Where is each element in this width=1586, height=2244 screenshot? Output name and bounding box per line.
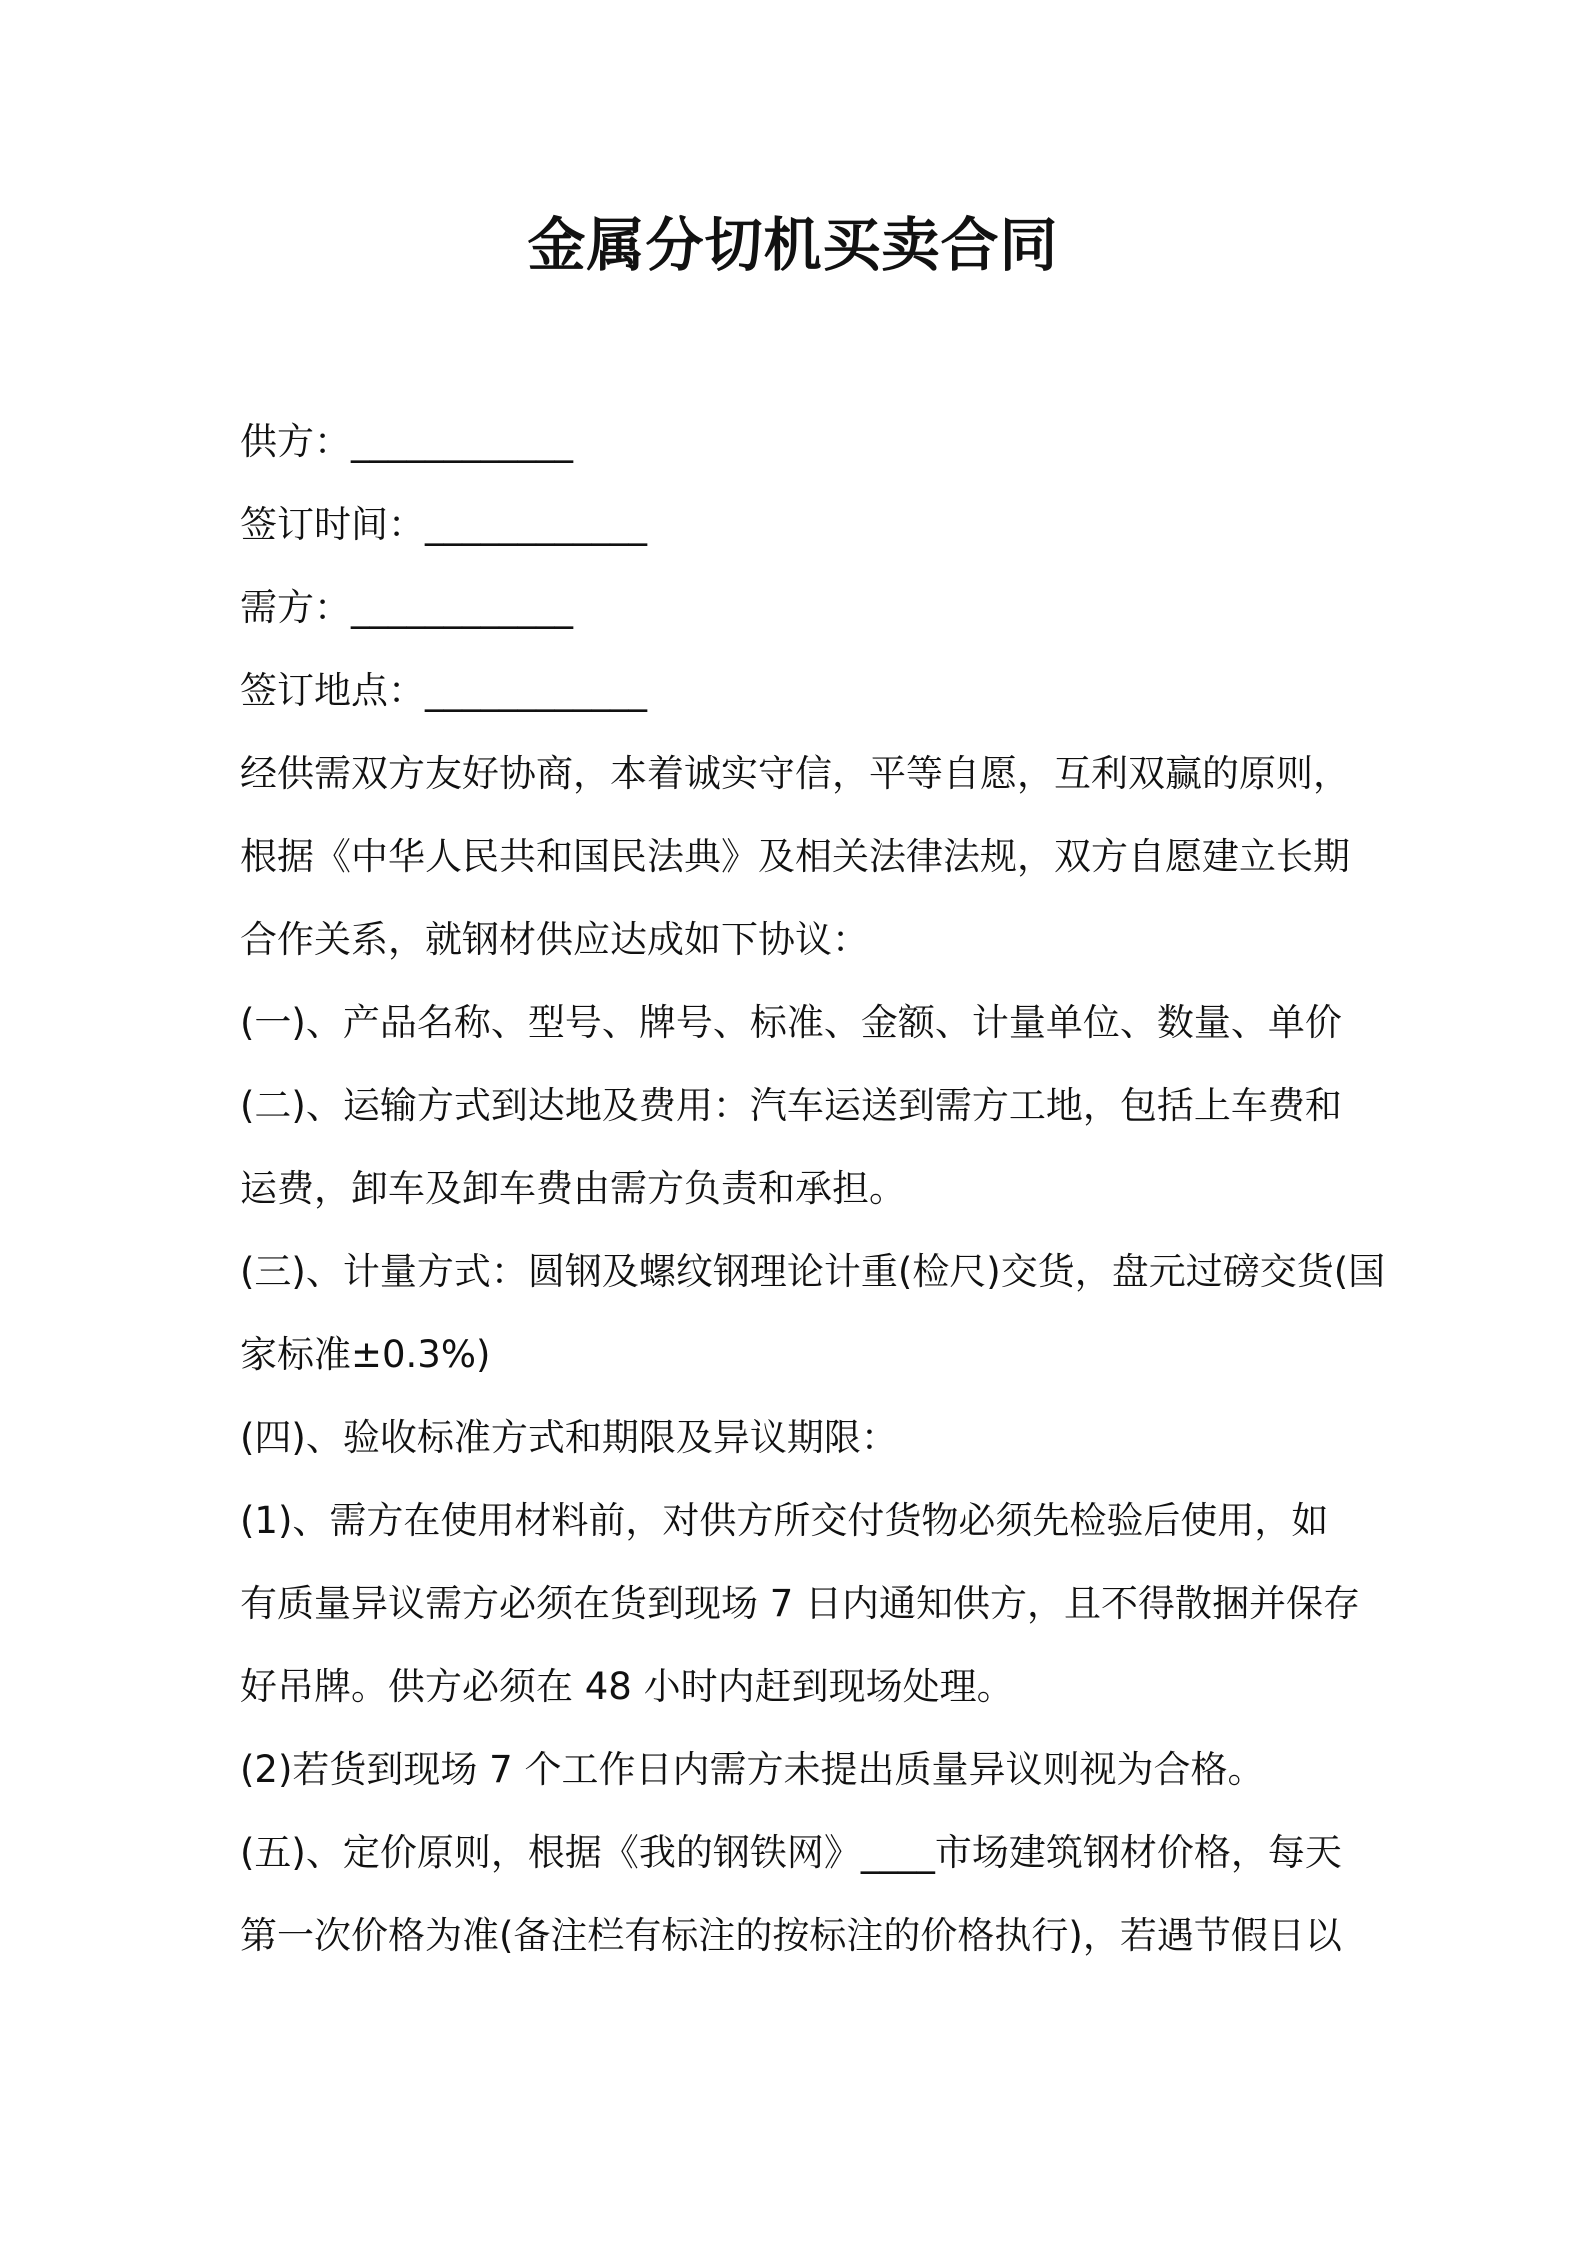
body-line: 好吊牌。供方必须在 48 小时内赶到现场处理。: [240, 1665, 1014, 1708]
document-body: [240, 400, 1386, 1977]
body-line: 第一次价格为准(备注栏有标注的按标注的价格执行)，若遇节假日以: [240, 1914, 1342, 1957]
signing-time-line: 签订时间：____________: [240, 503, 647, 546]
clause-5-line: (五)、定价原则，根据《我的钢铁网》____市场建筑钢材价格，每天: [240, 1831, 1342, 1874]
clause-3-line: (三)、计量方式：圆钢及螺纹钢理论计重(检尺)交货，盘元过磅交货(国: [240, 1250, 1386, 1293]
body-line: 运费，卸车及卸车费由需方负责和承担。: [240, 1167, 906, 1210]
body-line: 家标准±0.3%): [240, 1333, 491, 1376]
clause-4-line: (四)、验收标准方式和期限及异议期限：: [240, 1416, 898, 1459]
body-line: 合作关系，就钢材供应达成如下协议：: [240, 918, 869, 961]
clause-1-line: (一)、产品名称、型号、牌号、标准、金额、计量单位、数量、单价: [240, 1001, 1342, 1044]
supplier-line: 供方：____________: [240, 420, 573, 463]
subclause-1-line: (1)、需方在使用材料前，对供方所交付货物必须先检验后使用，如: [240, 1499, 1329, 1542]
body-line: 有质量异议需方必须在货到现场 7 日内通知供方，且不得散捆并保存: [240, 1582, 1361, 1625]
body-line: 根据《中华人民共和国民法典》及相关法律法规，双方自愿建立长期: [240, 835, 1350, 878]
document-title: 金属分切机买卖合同: [527, 211, 1059, 279]
buyer-line: 需方：____________: [240, 586, 573, 629]
subclause-2-line: (2)若货到现场 7 个工作日内需方未提出质量异议则视为合格。: [240, 1748, 1265, 1791]
body-line: 经供需双方友好协商，本着诚实守信，平等自愿，互利双赢的原则，: [240, 752, 1350, 795]
signing-place-line: 签订地点：____________: [240, 669, 647, 712]
clause-2-line: (二)、运输方式到达地及费用：汽车运送到需方工地，包括上车费和: [240, 1084, 1342, 1127]
